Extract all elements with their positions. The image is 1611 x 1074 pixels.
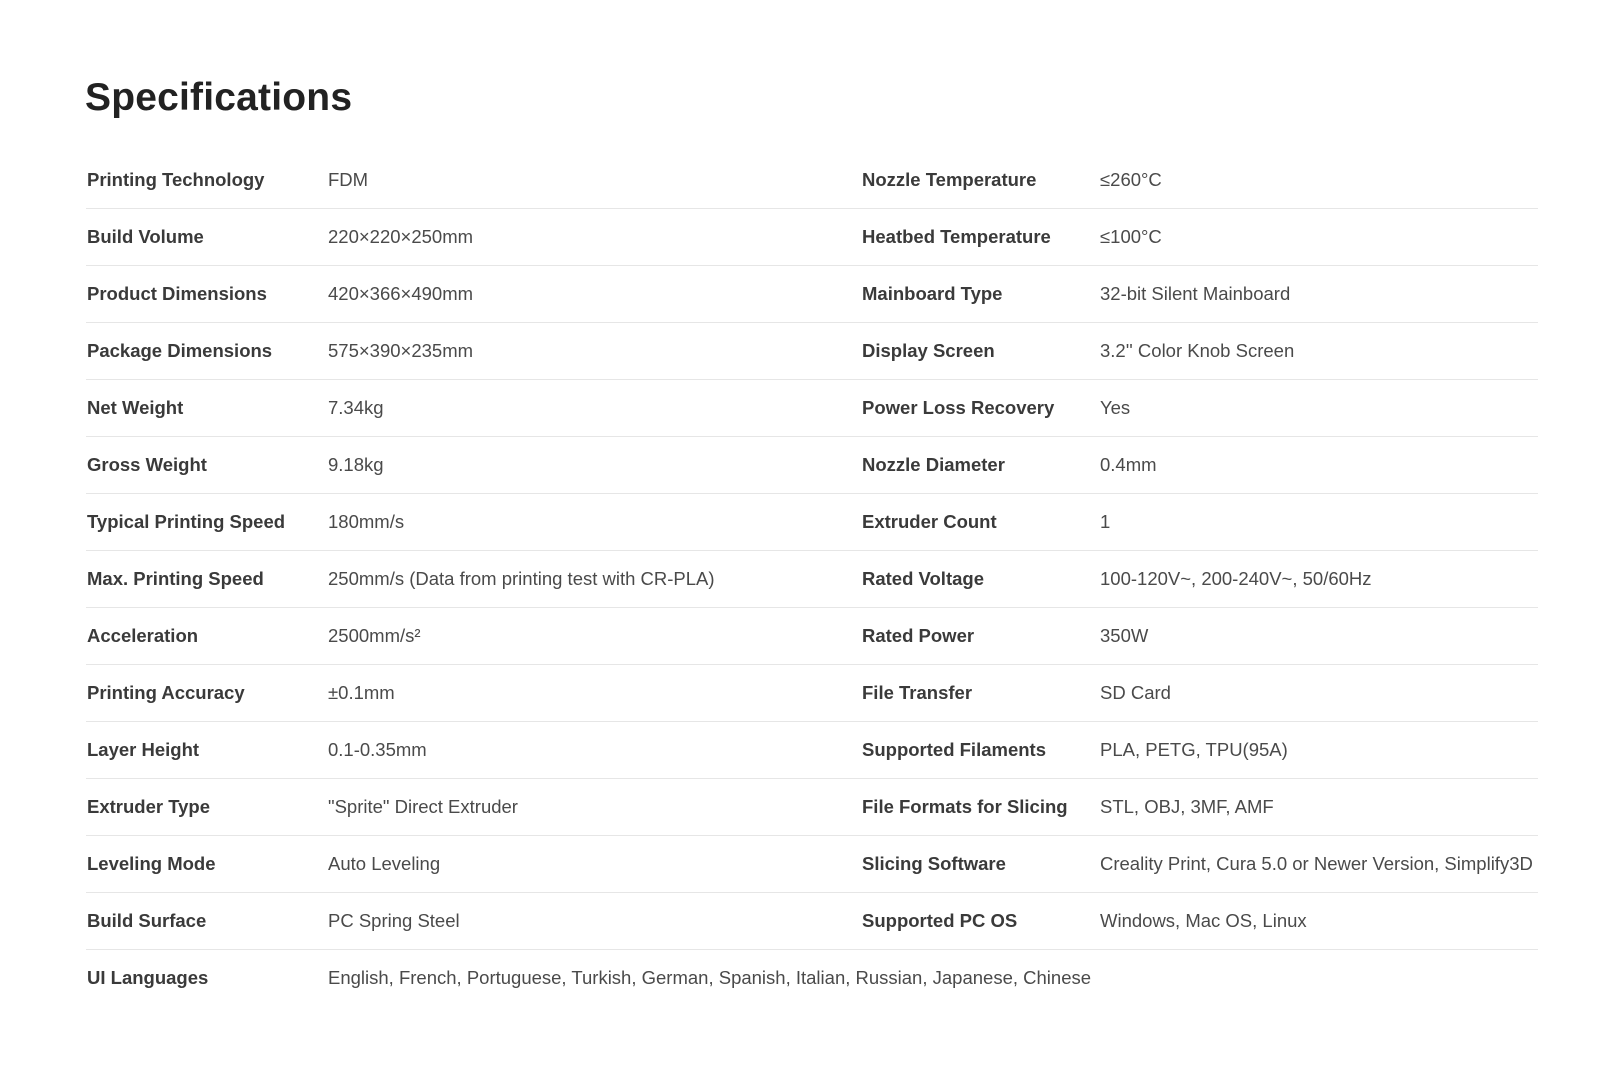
spec-row [86,779,1538,836]
spec-row [86,722,1538,779]
spec-label: Package Dimensions [87,340,273,361]
spec-value: SD Card [1100,682,1171,703]
spec-row [86,266,1538,323]
spec-value: 2500mm/s² [328,625,421,646]
spec-label: Build Surface [87,910,207,931]
spec-value: English, French, Portuguese, Turkish, German, Spanish, Italian, Russian, Japanese, Chinese [328,967,1092,988]
spec-value: 575×390×235mm [328,340,474,361]
spec-label: Display Screen [862,340,995,361]
spec-label: Acceleration [87,625,199,646]
spec-label: Leveling Mode [87,853,216,874]
spec-label: Slicing Software [862,853,1006,874]
spec-value: STL, OBJ, 3MF, AMF [1100,796,1274,817]
spec-value: 250mm/s (Data from printing test with CR-PLA) [328,568,715,589]
spec-value: "Sprite" Direct Extruder [328,796,518,817]
spec-label: Mainboard Type [862,283,1003,304]
spec-value: 180mm/s [328,511,405,532]
spec-row [86,380,1538,437]
spec-label: Printing Technology [87,169,265,190]
spec-label: Supported PC OS [862,910,1018,931]
spec-row [86,437,1538,494]
spec-value: 1 [1100,511,1111,532]
spec-row [86,209,1538,266]
spec-value: 100-120V~, 200-240V~, 50/60Hz [1100,568,1372,589]
spec-label: Extruder Type [87,796,211,817]
spec-row [86,323,1538,380]
spec-row [86,950,1538,1006]
spec-label: Typical Printing Speed [87,511,286,532]
spec-label: Nozzle Diameter [862,454,1005,475]
spec-label: Printing Accuracy [87,682,245,703]
spec-label: Rated Voltage [862,568,984,589]
spec-value: 3.2'' Color Knob Screen [1100,340,1295,361]
spec-value: 32-bit Silent Mainboard [1100,283,1291,304]
spec-row [86,836,1538,893]
spec-value: Creality Print, Cura 5.0 or Newer Version, Simplify3D [1100,853,1533,874]
spec-row [86,551,1538,608]
spec-value: Yes [1100,397,1131,418]
spec-value: 0.4mm [1100,454,1157,475]
spec-label: Max. Printing Speed [87,568,264,589]
spec-row [86,893,1538,950]
spec-label: Gross Weight [87,454,207,475]
spec-value: FDM [328,169,369,190]
spec-label: Build Volume [87,226,204,247]
spec-value: PC Spring Steel [328,910,460,931]
spec-value: 9.18kg [328,454,384,475]
spec-value: Windows, Mac OS, Linux [1100,910,1307,931]
spec-label: Layer Height [87,739,200,760]
spec-label: Power Loss Recovery [862,397,1055,418]
spec-label: Heatbed Temperature [862,226,1051,247]
spec-label: Rated Power [862,625,975,646]
spec-row [86,494,1538,551]
spec-label: Net Weight [87,397,184,418]
page-title: Specifications [85,76,353,119]
spec-value: ≤260°C [1100,169,1162,190]
spec-value: 350W [1100,625,1149,646]
spec-label: File Formats for Slicing [862,796,1068,817]
spec-row [86,665,1538,722]
spec-value: ≤100°C [1100,226,1162,247]
spec-table [86,152,1538,1006]
spec-value: ±0.1mm [328,682,395,703]
spec-label: UI Languages [87,967,209,988]
spec-value: PLA, PETG, TPU(95A) [1100,739,1288,760]
spec-value: 420×366×490mm [328,283,474,304]
spec-label: Supported Filaments [862,739,1046,760]
spec-label: Product Dimensions [87,283,267,304]
spec-row [86,152,1538,209]
spec-value: 220×220×250mm [328,226,474,247]
spec-label: File Transfer [862,682,973,703]
spec-row [86,608,1538,665]
spec-label: Nozzle Temperature [862,169,1037,190]
spec-value: Auto Leveling [328,853,441,874]
spec-value: 0.1-0.35mm [328,739,427,760]
spec-label: Extruder Count [862,511,997,532]
spec-value: 7.34kg [328,397,384,418]
